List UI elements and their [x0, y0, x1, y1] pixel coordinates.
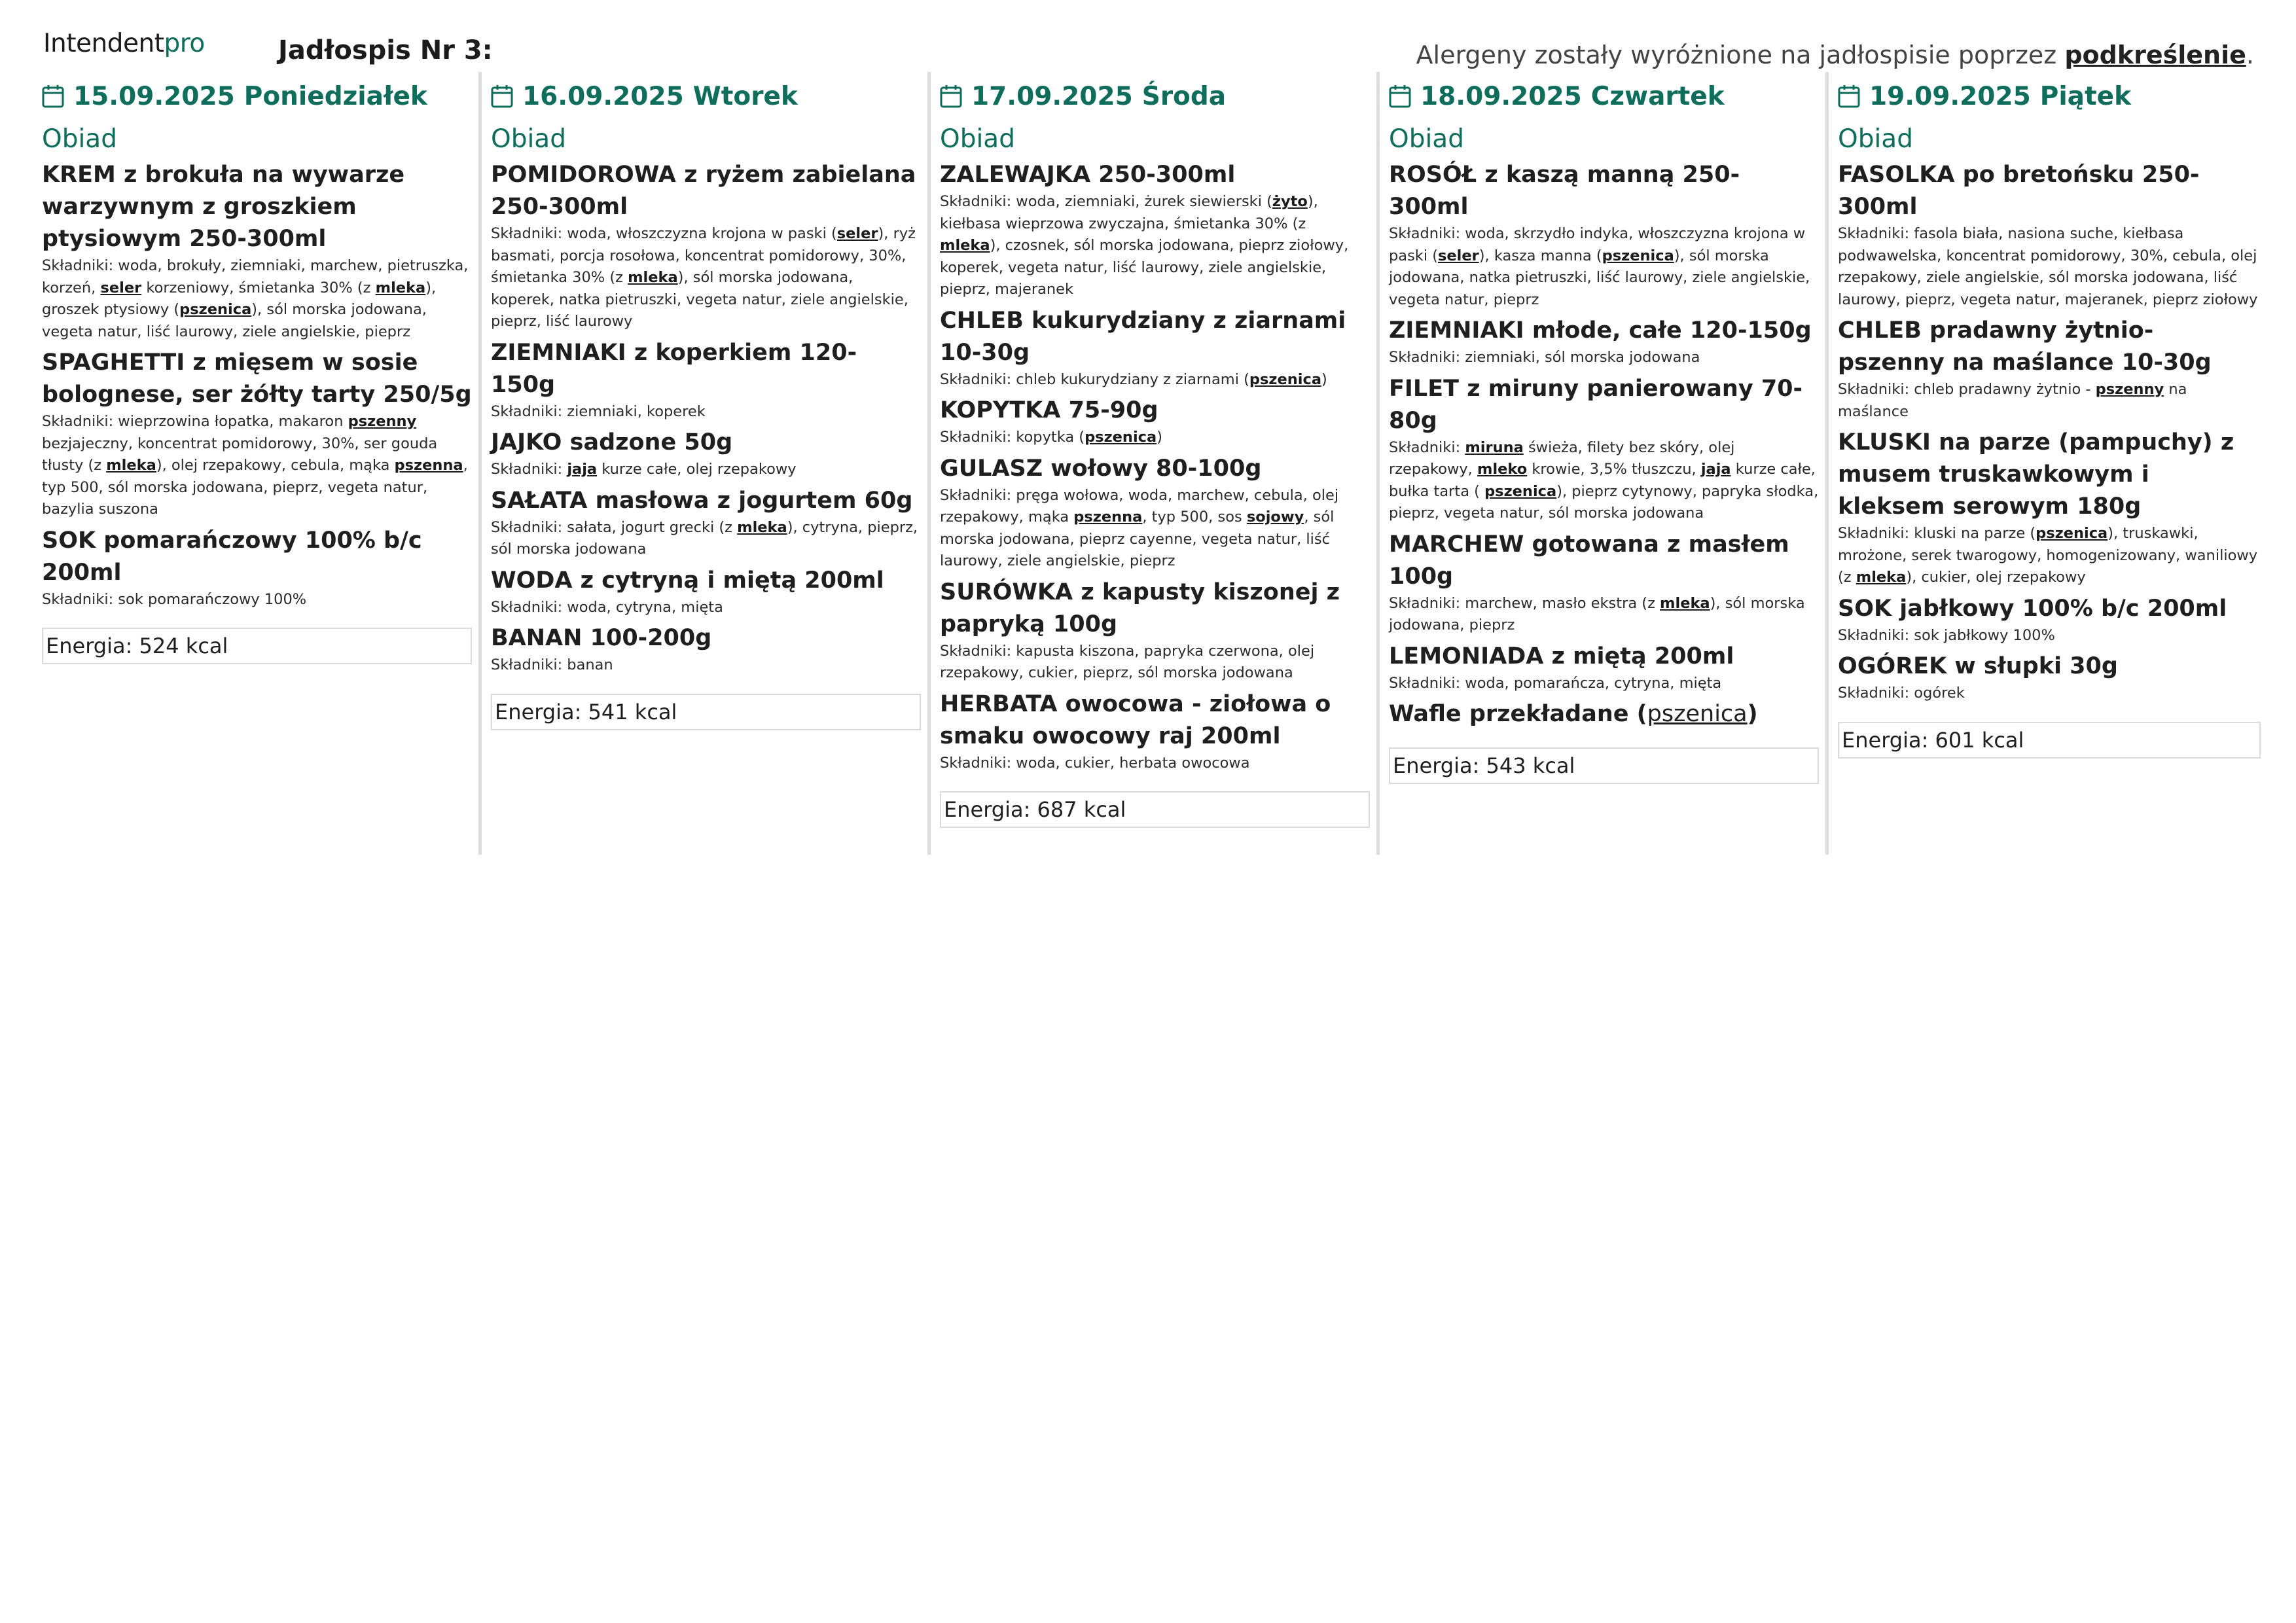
day-weekday: Środa	[1141, 81, 1227, 111]
dish-name: LEMONIADA z miętą 200ml	[1389, 643, 1734, 669]
day-column	[33, 72, 482, 855]
dish-ingredients: Składniki: woda, ziemniaki, żurek siewierski (żyto), kiełbasa wieprzowa zwyczajna, śmietanka 30% (z mleka), czosnek, sól morska jodowana, pieprz ziołowy, koperek, vegeta natur, liść laurowy, ziele angielskie, pieprz, majeranek	[940, 193, 1349, 298]
allergen-word: jaja	[1700, 461, 1731, 478]
day-column	[482, 72, 931, 855]
dish-name: MARCHEW gotowana z masłem 100g	[1389, 531, 1789, 590]
dish-ingredients: Składniki: wieprzowina łopatka, makaron pszenny bezjajeczny, koncentrat pomidorowy, 30%, ser gouda tłusty (z mleka), olej rzepakowy, cebula, mąka pszenna, typ 500, sól morska jodowana, pieprz, vegeta natur, bazylia suszona	[42, 413, 468, 518]
allergen-word: żyto	[1272, 193, 1308, 210]
dish-name: OGÓREK w słupki 30g	[1838, 653, 2118, 679]
day-column	[1380, 72, 1829, 855]
dish-ingredients: Składniki: woda, brokuły, ziemniaki, marchew, pietruszka, korzeń, seler korzeniowy, śmietanka 30% (z mleka), groszek ptysiowy (pszenica), sól morska jodowana, vegeta natur, liść laurowy, ziele angielskie, pieprz	[42, 257, 469, 340]
meal-type: Obiad	[42, 124, 117, 154]
dish-name: KREM z brokuła na wywarze warzywnym z groszkiem ptysiowym 250-300ml	[42, 162, 405, 252]
allergen-word: pszenny	[348, 413, 417, 430]
allergen-word: miruna	[1465, 438, 1524, 456]
calendar-icon	[42, 84, 64, 108]
day-column	[1829, 72, 2261, 855]
brand-name: Intendent	[43, 29, 164, 58]
allergen-word: mleka	[106, 457, 156, 474]
dish-name: BANAN 100-200g	[491, 625, 712, 651]
dish-ingredients: Składniki: fasola biała, nasiona suche, kiełbasa podwawelska, koncentrat pomidorowy, 30%, cebula, olej rzepakowy, ziele angielskie, sól morska jodowana, liść laurowy, pieprz, vegeta natur, majeranek, pieprz ziołowy	[1838, 225, 2258, 308]
dish-ingredients: Składniki: miruna świeża, filety bez skóry, olej rzepakowy, mleko krowie, 3,5% tłuszczu, jaja kurze całe, bułka tarta ( pszenica), pieprz cytynowy, papryka słodka, pieprz, vegeta natur, sól morska jodowana	[1389, 438, 1819, 522]
allergen-word: pszenica	[1602, 247, 1674, 264]
dish-ingredients: Składniki: banan	[491, 656, 613, 673]
dish-ingredients: Składniki: sałata, jogurt grecki (z mleka), cytryna, pieprz, sól morska jodowana	[491, 518, 918, 558]
allergen-word: seler	[1438, 247, 1479, 264]
dish-name: JAJKO sadzone 50g	[491, 429, 733, 455]
allergen-word: pszenica	[2036, 525, 2108, 542]
dish-ingredients: Składniki: woda, pomarańcza, cytryna, mięta	[1389, 674, 1722, 692]
day-weekday: Wtorek	[692, 81, 798, 111]
day-date: 15.09.2025	[73, 81, 235, 111]
allergen-word: mleka	[1856, 569, 1907, 586]
calendar-icon	[1389, 84, 1411, 108]
dish-ingredients: Składniki: woda, cukier, herbata owocowa	[940, 754, 1250, 772]
menu-columns	[33, 72, 2263, 855]
allergen-word: sojowy	[1246, 508, 1304, 526]
allergen-word: mleka	[940, 237, 990, 254]
dish-name: KLUSKI na parze (pampuchy) z musem truskawkowym i kleksem serowym 180g	[1838, 429, 2234, 520]
dish-name: ZALEWAJKA 250-300ml	[940, 162, 1236, 188]
dish-name: POMIDOROWA z ryżem zabielana 250-300ml	[491, 162, 916, 220]
allergen-word: mleko	[1477, 461, 1528, 478]
dish-ingredients: Składniki: woda, cytryna, mięta	[491, 598, 723, 616]
energy-total: Energia: 541 kcal	[491, 694, 921, 730]
allergen-word: pszenica	[1647, 701, 1748, 727]
allergen-word: seler	[836, 225, 878, 242]
day-date: 16.09.2025	[522, 81, 684, 111]
dish-name: Wafle przekładane (pszenica)	[1389, 701, 1758, 727]
allergen-word: pszenica	[1249, 370, 1322, 388]
dish-name: HERBATA owocowa - ziołowa o smaku owocowy raj 200ml	[940, 690, 1331, 749]
allergen-word: mleka	[628, 269, 678, 286]
dish-ingredients: Składniki: ogórek	[1838, 685, 1965, 702]
allergen-word: pszenica	[1085, 429, 1157, 446]
calendar-icon	[491, 84, 513, 108]
allergen-word: pszenica	[1484, 482, 1557, 500]
dish-ingredients: Składniki: sok pomarańczowy 100%	[42, 590, 307, 608]
dish-name: SOK jabłkowy 100% b/c 200ml	[1838, 595, 2227, 622]
energy-total: Energia: 524 kcal	[42, 628, 472, 664]
dish-ingredients: Składniki: ziemniaki, koperek	[491, 402, 706, 420]
dish-name: CHLEB kukurydziany z ziarnami 10-30g	[940, 307, 1346, 366]
dish-name: GULASZ wołowy 80-100g	[940, 455, 1262, 482]
day-header	[42, 76, 472, 116]
day-weekday: Poniedziałek	[243, 81, 427, 111]
dish-ingredients: Składniki: jaja kurze całe, olej rzepakowy	[491, 461, 797, 478]
allergen-word: mleka	[1660, 594, 1710, 612]
allergen-note	[1416, 41, 2254, 69]
dish-name: ZIEMNIAKI z koperkiem 120-150g	[491, 339, 857, 398]
dish-ingredients: Składniki: chleb pradawny żytnio - pszenny na maślance	[1838, 381, 2187, 420]
energy-total: Energia: 543 kcal	[1389, 747, 1819, 784]
dish-name: FASOLKA po bretońsku 250-300ml	[1838, 162, 2200, 220]
day-header	[940, 76, 1370, 116]
dish-ingredients: Składniki: marchew, masło ekstra (z mleka), sól morska jodowana, pieprz	[1389, 594, 1805, 633]
meal-type: Obiad	[940, 124, 1015, 154]
day-date: 19.09.2025	[1869, 81, 2031, 111]
meal-type: Obiad	[491, 124, 566, 154]
dish-name: ROSÓŁ z kaszą manną 250-300ml	[1389, 162, 1740, 220]
allergen-word: seler	[100, 279, 142, 296]
calendar-icon	[940, 84, 962, 108]
allergen-word: pszenna	[1073, 508, 1143, 526]
allergen-word: pszenna	[394, 457, 463, 474]
page-title: Jadłospis Nr 3:	[278, 35, 493, 65]
day-header	[1838, 76, 2261, 116]
day-weekday: Czwartek	[1590, 81, 1725, 111]
dish-ingredients: Składniki: kapusta kiszona, papryka czerwona, olej rzepakowy, cukier, pieprz, sól morska jodowana	[940, 642, 1315, 681]
dish-ingredients: Składniki: pręga wołowa, woda, marchew, cebula, olej rzepakowy, mąka pszenna, typ 500, sos sojowy, sól morska jodowana, pieprz cayenne, vegeta natur, liść laurowy, ziele angielskie, pieprz	[940, 486, 1339, 569]
allergen-word: pszenny	[2095, 381, 2164, 398]
calendar-icon	[1838, 84, 1860, 108]
meal-type: Obiad	[1389, 124, 1464, 154]
dish-name: ZIEMNIAKI młode, całe 120-150g	[1389, 317, 1812, 344]
allergen-word: jaja	[567, 461, 598, 478]
meal-type: Obiad	[1838, 124, 1913, 154]
dish-name: SOK pomarańczowy 100% b/c 200ml	[42, 527, 422, 586]
dish-name: FILET z miruny panierowany 70-80g	[1389, 375, 1803, 434]
day-column	[931, 72, 1380, 855]
allergen-note-end: .	[2246, 41, 2254, 69]
dish-name: CHLEB pradawny żytnio- pszenny na maślance 10-30g	[1838, 317, 2212, 376]
dish-name: KOPYTKA 75-90g	[940, 397, 1158, 423]
allergen-note-highlight: podkreślenie	[2064, 41, 2246, 69]
day-weekday: Piątek	[2039, 81, 2132, 111]
allergen-word: mleka	[737, 518, 787, 536]
allergen-word: pszenica	[179, 301, 252, 318]
dish-name: SPAGHETTI z mięsem w sosie bolognese, ser żółty tarty 250/5g	[42, 349, 472, 408]
day-header	[1389, 76, 1819, 116]
dish-ingredients: Składniki: kluski na parze (pszenica), truskawki, mrożone, serek twarogowy, homogenizowany, waniliowy (z mleka), cukier, olej rzepakowy	[1838, 525, 2258, 586]
allergen-word: mleka	[375, 279, 426, 296]
energy-total: Energia: 687 kcal	[940, 791, 1370, 828]
dish-ingredients: Składniki: kopytka (pszenica)	[940, 429, 1162, 446]
day-header	[491, 76, 921, 116]
brand-accent: pro	[164, 29, 205, 58]
dish-name: SURÓWKA z kapusty kiszonej z papryką 100g	[940, 579, 1340, 637]
dish-name: WODA z cytryną i miętą 200ml	[491, 567, 884, 594]
allergen-note-text: Alergeny zostały wyróżnione na jadłospisie poprzez	[1416, 41, 2057, 69]
dish-name: SAŁATA masłowa z jogurtem 60g	[491, 487, 913, 514]
brand-logo	[43, 29, 205, 58]
dish-ingredients: Składniki: ziemniaki, sól morska jodowana	[1389, 349, 1700, 366]
dish-ingredients: Składniki: chleb kukurydziany z ziarnami (pszenica)	[940, 370, 1327, 388]
day-date: 17.09.2025	[971, 81, 1133, 111]
dish-ingredients: Składniki: woda, skrzydło indyka, włoszczyzna krojona w paski (seler), kasza manna (pszenica), sól morska jodowana, natka pietruszki, liść laurowy, ziele angielskie, vegeta natur, pieprz	[1389, 225, 1810, 308]
dish-ingredients: Składniki: woda, włoszczyzna krojona w paski (seler), ryż basmati, porcja rosołowa, koncentrat pomidorowy, 30%, śmietanka 30% (z mleka), sól morska jodowana, koperek, natka pietruszki, vegeta natur, ziele angielskie, pieprz, liść laurowy	[491, 225, 916, 330]
energy-total: Energia: 601 kcal	[1838, 722, 2261, 758]
day-date: 18.09.2025	[1420, 81, 1582, 111]
dish-ingredients: Składniki: sok jabłkowy 100%	[1838, 626, 2055, 644]
